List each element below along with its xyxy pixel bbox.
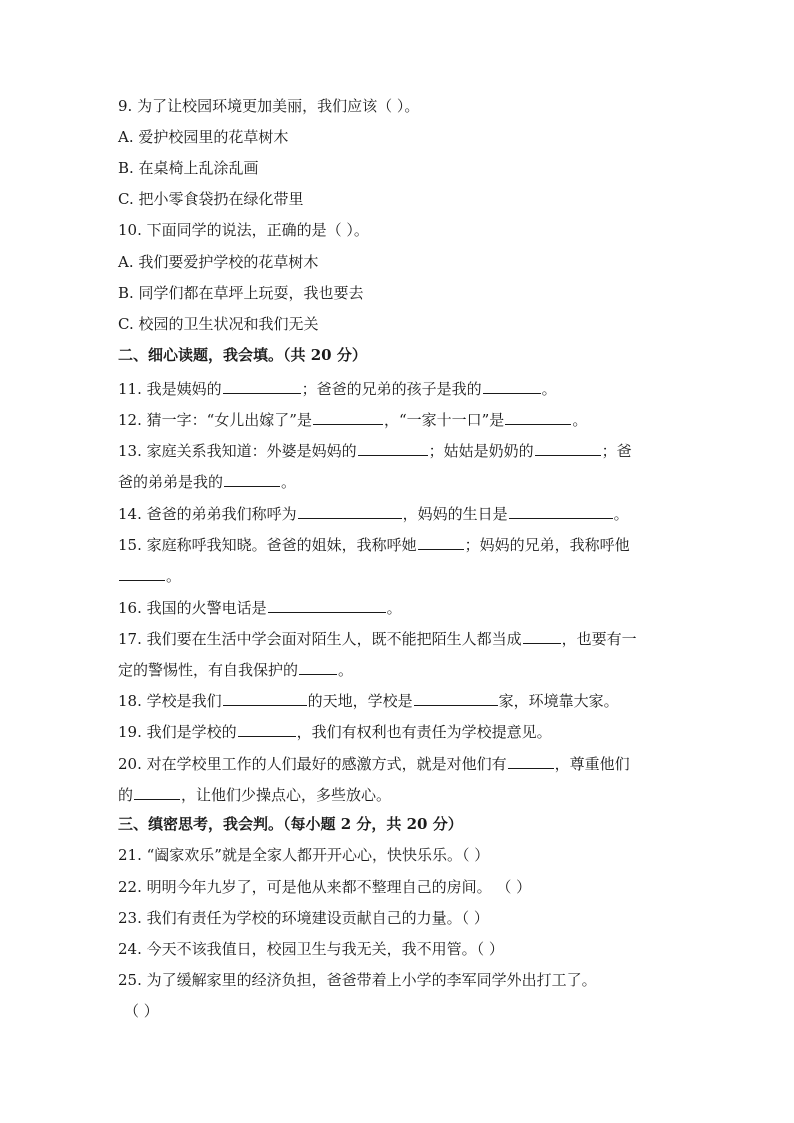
question-13-text-2: ；姑姑是奶奶的 xyxy=(428,442,534,460)
question-22: 22. 明明今年九岁了，可是他从来都不整理自己的房间。 （ ） xyxy=(118,878,532,896)
question-11 xyxy=(118,377,557,399)
question-12-text-3: 。 xyxy=(572,411,588,429)
question-15-text-2: ；妈妈的兄弟，我称呼他 xyxy=(464,536,630,554)
question-13 xyxy=(118,439,632,461)
question-23: 23. 我们有责任为学校的环境建设贡献自己的力量。（ ） xyxy=(118,909,489,927)
question-16-text-2: 。 xyxy=(386,599,402,617)
answer-blank[interactable] xyxy=(509,502,613,519)
question-9-option-a: A. 爱护校园里的花草树木 xyxy=(118,128,289,146)
question-15 xyxy=(118,533,630,555)
question-18-text-1: 18. 学校是我们 xyxy=(118,692,222,710)
question-13-text-3: ；爸 xyxy=(601,442,632,460)
question-25-answer-parentheses: （ ） xyxy=(124,1002,159,1020)
answer-blank[interactable] xyxy=(299,658,337,675)
question-20-text-1: 20. 对在学校里工作的人们最好的感激方式，就是对他们有 xyxy=(118,755,507,773)
question-10-option-b: B. 同学们都在草坪上玩耍，我也要去 xyxy=(118,284,364,302)
question-11-text-3: 。 xyxy=(541,380,557,398)
question-11-text-1: 11. 我是姨妈的 xyxy=(118,380,222,398)
question-11-text-2: ；爸爸的兄弟的孩子是我的 xyxy=(301,380,482,398)
answer-blank[interactable] xyxy=(119,564,165,581)
answer-blank[interactable] xyxy=(223,377,301,394)
question-12 xyxy=(118,408,587,430)
question-16-text-1: 16. 我国的火警电话是 xyxy=(118,599,267,617)
answer-blank[interactable] xyxy=(535,439,601,456)
answer-blank[interactable] xyxy=(313,408,383,425)
answer-blank[interactable] xyxy=(223,689,307,706)
question-20-text-3: 的 xyxy=(118,786,134,804)
answer-blank[interactable] xyxy=(134,783,180,800)
question-18-text-2: 的天地，学校是 xyxy=(307,692,413,710)
answer-blank[interactable] xyxy=(523,627,561,644)
question-15-text-3: 。 xyxy=(166,567,182,585)
question-20 xyxy=(118,752,630,774)
question-9: 9. 为了让校园环境更加美丽，我们应该（ ）。 xyxy=(118,97,420,115)
answer-blank[interactable] xyxy=(414,689,498,706)
question-20-text-4: ，让他们少操点心，多些放心。 xyxy=(181,786,392,804)
question-13-text-4: 爸的弟弟是我的 xyxy=(118,473,224,491)
question-19 xyxy=(118,720,552,742)
question-21: 21. “阖家欢乐”就是全家人都开开心心，快快乐乐。（ ） xyxy=(118,846,490,864)
question-10-option-a: A. 我们要爱护学校的花草树木 xyxy=(118,253,319,271)
question-17-text-4: 。 xyxy=(338,661,354,679)
question-12-text-1: 12. 猜一字：“女儿出嫁了”是 xyxy=(118,411,312,429)
question-9-option-c: C. 把小零食袋扔在绿化带里 xyxy=(118,190,304,208)
question-25: 25. 为了缓解家里的经济负担，爸爸带着上小学的李军同学外出打工了。 xyxy=(118,971,597,989)
question-16 xyxy=(118,596,402,618)
question-20-continued xyxy=(118,783,391,805)
question-13-continued xyxy=(118,470,296,492)
question-15-text-1: 15. 家庭称呼我知晓。爸爸的姐妹，我称呼她 xyxy=(118,536,417,554)
question-14-text-2: ，妈妈的生日是 xyxy=(402,505,508,523)
question-17-continued xyxy=(118,658,353,680)
question-12-text-2: ，“一家十一口”是 xyxy=(383,411,505,429)
question-13-text-5: 。 xyxy=(281,473,297,491)
question-18-text-3: 家，环境靠大家。 xyxy=(498,692,619,710)
question-14-text-3: 。 xyxy=(613,505,629,523)
question-24: 24. 今天不该我值日，校园卫生与我无关，我不用管。（ ） xyxy=(118,940,504,958)
answer-blank[interactable] xyxy=(238,720,296,737)
answer-blank[interactable] xyxy=(418,533,464,550)
question-17-text-2: ，也要有一 xyxy=(561,630,637,648)
section-3-heading: 三、缜密思考，我会判。（每小题 2 分，共 20 分） xyxy=(118,815,463,833)
question-17-text-1: 17. 我们要在生活中学会面对陌生人，既不能把陌生人都当成 xyxy=(118,630,522,648)
answer-blank[interactable] xyxy=(505,408,571,425)
answer-blank[interactable] xyxy=(224,470,280,487)
question-15-continued xyxy=(118,564,181,586)
question-18 xyxy=(118,689,619,711)
answer-blank[interactable] xyxy=(483,377,541,394)
answer-blank[interactable] xyxy=(358,439,428,456)
question-17-text-3: 定的警惕性，有自我保护的 xyxy=(118,661,299,679)
answer-blank[interactable] xyxy=(298,502,402,519)
section-2-heading: 二、细心读题，我会填。（共 20 分） xyxy=(118,346,367,364)
question-9-option-b: B. 在桌椅上乱涂乱画 xyxy=(118,159,259,177)
question-20-text-2: ，尊重他们 xyxy=(554,755,630,773)
answer-blank[interactable] xyxy=(268,596,386,613)
question-19-text-2: ，我们有权利也有责任为学校提意见。 xyxy=(296,723,552,741)
question-10-option-c: C. 校园的卫生状况和我们无关 xyxy=(118,315,319,333)
question-17 xyxy=(118,627,637,649)
question-19-text-1: 19. 我们是学校的 xyxy=(118,723,237,741)
question-13-text-1: 13. 家庭关系我知道：外婆是妈妈的 xyxy=(118,442,357,460)
question-14 xyxy=(118,502,629,524)
question-10: 10. 下面同学的说法，正确的是（ ）。 xyxy=(118,221,369,239)
question-14-text-1: 14. 爸爸的弟弟我们称呼为 xyxy=(118,505,297,523)
answer-blank[interactable] xyxy=(508,752,554,769)
